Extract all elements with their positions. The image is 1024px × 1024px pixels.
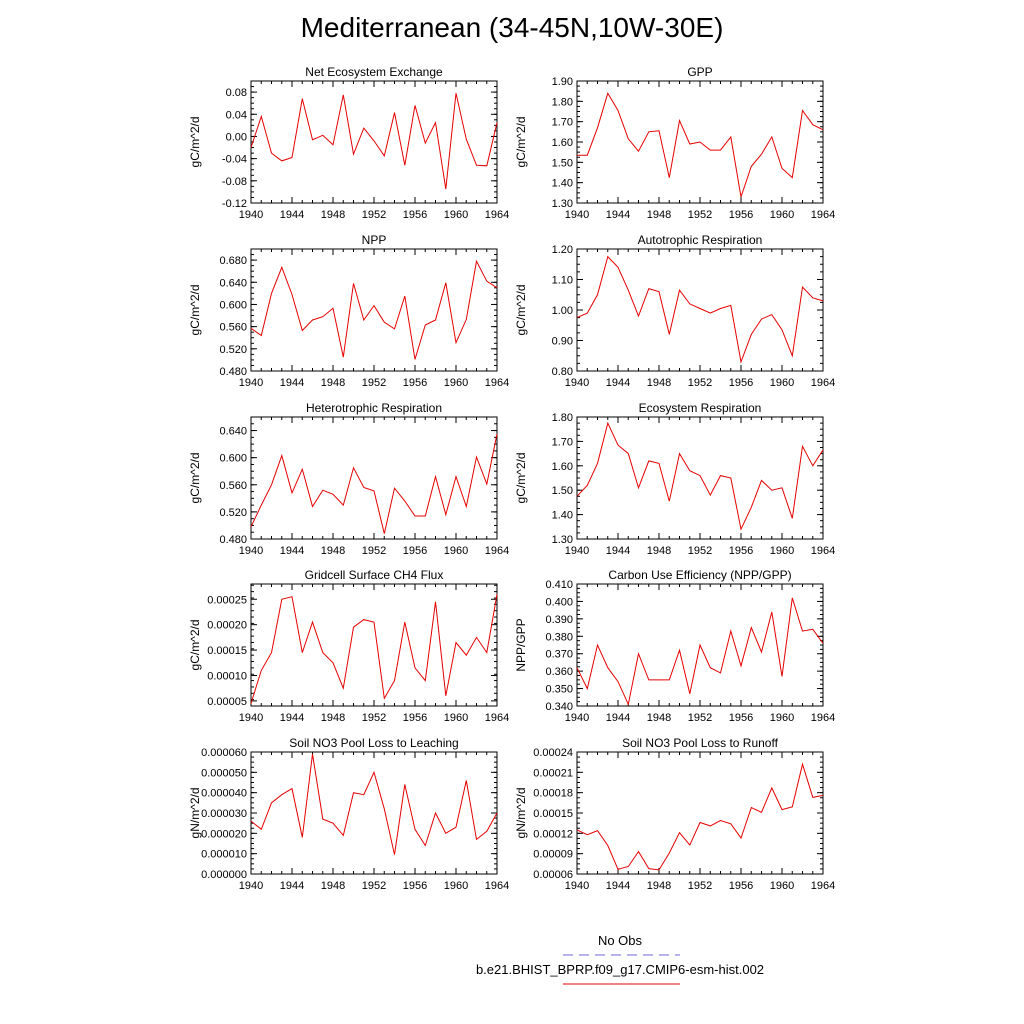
x-tick-label: 1964 [810,545,836,557]
x-tick-label: 1940 [238,377,264,389]
y-tick-label: 0.00015 [207,645,247,658]
x-tick-label: 1964 [810,712,836,724]
y-tick-label: 1.30 [551,198,573,210]
chart-panel-8 [188,736,509,892]
panel-title: Ecosystem Respiration [638,401,762,415]
plot-frame [577,249,823,371]
x-tick-label: 1964 [484,209,510,221]
x-tick-label: 1952 [361,209,387,221]
panel-title: Soil NO3 Pool Loss to Runoff [622,736,778,750]
x-tick-label: 1944 [279,880,305,892]
x-tick-label: 1952 [687,377,713,389]
y-axis-label: gC/m^2/d [188,619,202,671]
plot-frame [251,249,497,371]
y-tick-label: 0.000060 [201,747,247,759]
x-tick-label: 1956 [402,209,428,221]
y-tick-label: 0.560 [219,321,247,334]
y-tick-label: 0.680 [219,255,247,268]
y-tick-label: 0.480 [219,366,247,378]
series-line [251,434,497,534]
y-tick-label: 0.000010 [201,848,247,861]
y-tick-label: 0.04 [225,109,247,122]
y-tick-label: 0.640 [219,277,247,290]
series-line [251,261,497,359]
x-tick-label: 1952 [687,545,713,557]
x-tick-label: 1948 [320,209,346,221]
y-tick-label: 1.60 [551,460,573,473]
plot-frame [251,584,497,706]
series-line [577,764,823,870]
chart-panel-4 [188,401,509,557]
x-tick-label: 1964 [810,377,836,389]
y-tick-label: 0.520 [219,343,247,356]
chart-panel-9 [514,736,835,892]
x-tick-label: 1960 [769,545,795,557]
x-tick-label: 1940 [238,880,264,892]
x-tick-label: 1944 [279,209,305,221]
y-tick-label: 0.000030 [201,808,247,820]
series-line [577,93,823,197]
x-tick-label: 1960 [443,377,469,389]
plot-frame [251,81,497,203]
y-tick-label: 0.000020 [201,828,247,841]
chart-panel-7 [514,568,835,724]
x-tick-label: 1960 [443,712,469,724]
y-tick-label: 1.80 [551,412,573,424]
chart-panel-5 [514,401,835,557]
x-tick-label: 1944 [605,377,631,389]
y-tick-label: 0.00009 [533,848,573,861]
plot-frame [577,752,823,874]
x-tick-label: 1956 [728,712,754,724]
x-tick-label: 1952 [687,880,713,892]
y-tick-label: 1.10 [551,274,573,287]
y-tick-label: 0.410 [545,579,573,591]
x-tick-label: 1960 [769,209,795,221]
y-tick-label: 0.370 [545,648,573,661]
y-tick-label: 1.50 [551,485,573,498]
y-tick-label: 0.400 [545,596,573,609]
series-line [251,754,497,855]
y-tick-label: 1.90 [551,76,573,88]
x-tick-label: 1948 [646,209,672,221]
legend-case-label: b.e21.BHIST_BPRP.f09_g17.CMIP6-esm-hist.002 [475,962,765,977]
y-tick-label: 0.350 [545,683,573,696]
panel-title: GPP [687,65,713,79]
y-tick-label: 0.90 [551,335,573,348]
series-line [577,257,823,362]
y-tick-label: 0.00006 [533,869,573,881]
series-line [577,598,823,704]
x-tick-label: 1940 [238,545,264,557]
x-tick-label: 1960 [769,880,795,892]
x-tick-label: 1960 [443,209,469,221]
x-tick-label: 1944 [605,712,631,724]
x-tick-label: 1944 [279,712,305,724]
x-tick-label: 1948 [320,377,346,389]
x-tick-label: 1940 [564,880,590,892]
x-tick-label: 1948 [646,545,672,557]
y-tick-label: 1.00 [551,305,573,317]
y-tick-label: 0.380 [545,631,573,644]
y-tick-label: 0.00020 [207,619,247,632]
y-tick-label: 1.40 [551,509,573,522]
x-tick-label: 1944 [279,545,305,557]
y-tick-label: 1.20 [551,244,573,256]
x-tick-label: 1944 [279,377,305,389]
panel-title: Soil NO3 Pool Loss to Leaching [289,736,459,750]
x-tick-label: 1940 [238,209,264,221]
series-line [251,93,497,189]
y-tick-label: -0.04 [221,153,247,166]
y-tick-label: 0.00010 [207,670,247,683]
x-tick-label: 1940 [564,209,590,221]
y-tick-label: 1.50 [551,157,573,170]
x-tick-label: 1956 [728,545,754,557]
y-axis-label: gN/m^2/d [514,787,528,839]
x-tick-label: 1944 [605,545,631,557]
x-tick-label: 1944 [605,880,631,892]
y-tick-label: 0.00015 [533,808,573,820]
chart-panel-1 [514,65,835,221]
y-tick-label: 0.00005 [207,695,247,708]
x-tick-label: 1948 [320,880,346,892]
x-tick-label: 1940 [238,712,264,724]
x-tick-label: 1956 [402,880,428,892]
x-tick-label: 1948 [646,712,672,724]
y-tick-label: 1.80 [551,96,573,109]
y-axis-label: gC/m^2/d [188,284,202,336]
y-tick-label: 0.00018 [533,787,573,800]
chart-panel-3 [514,233,835,389]
x-tick-label: 1956 [402,712,428,724]
y-tick-label: 0.000040 [201,787,247,800]
x-tick-label: 1960 [443,545,469,557]
x-tick-label: 1948 [320,545,346,557]
x-tick-label: 1964 [484,377,510,389]
x-tick-label: 1952 [687,209,713,221]
x-tick-label: 1952 [361,880,387,892]
y-tick-label: 0.000050 [201,767,247,780]
figure-title: Mediterranean (34-45N,10W-30E) [300,12,724,43]
chart-panel-0 [188,65,509,221]
x-tick-label: 1964 [484,712,510,724]
panel-title: Carbon Use Efficiency (NPP/GPP) [608,568,792,582]
y-tick-label: 1.70 [551,116,573,129]
x-tick-label: 1952 [361,377,387,389]
x-tick-label: 1956 [728,209,754,221]
y-axis-label: gC/m^2/d [188,452,202,504]
x-tick-label: 1948 [646,880,672,892]
chart-panel-2 [188,233,509,389]
y-axis-label: gC/m^2/d [514,284,528,336]
y-tick-label: 0.390 [545,613,573,626]
x-tick-label: 1956 [402,545,428,557]
y-tick-label: -0.12 [221,198,247,210]
y-tick-label: 0.00025 [207,594,247,607]
y-tick-label: 0.340 [545,701,573,713]
y-axis-label: gC/m^2/d [514,452,528,504]
y-tick-label: 0.00 [225,131,247,144]
x-tick-label: 1964 [810,880,836,892]
y-tick-label: 0.08 [225,87,247,100]
y-tick-label: 0.560 [219,479,247,492]
plot-frame [251,752,497,874]
panel-title: Heterotrophic Respiration [305,401,443,415]
y-tick-label: 0.640 [219,425,247,438]
y-axis-label: gC/m^2/d [514,116,528,168]
panel-title: NPP [361,233,387,247]
y-tick-label: 0.80 [551,366,573,378]
y-tick-label: 0.480 [219,534,247,546]
x-tick-label: 1940 [564,712,590,724]
x-tick-label: 1964 [810,209,836,221]
x-tick-label: 1952 [361,712,387,724]
y-tick-label: -0.08 [221,175,247,188]
x-tick-label: 1960 [443,880,469,892]
legend-obs-label: No Obs [597,933,643,948]
x-tick-label: 1960 [769,377,795,389]
y-tick-label: 1.30 [551,534,573,546]
x-tick-label: 1952 [361,545,387,557]
x-tick-label: 1952 [687,712,713,724]
y-tick-label: 0.520 [219,506,247,519]
x-tick-label: 1964 [484,545,510,557]
y-tick-label: 0.600 [219,299,247,312]
panel-title: Net Ecosystem Exchange [305,65,443,79]
y-tick-label: 0.00024 [533,747,573,759]
y-tick-label: 1.60 [551,137,573,149]
panel-title: Gridcell Surface CH4 Flux [304,568,444,582]
x-tick-label: 1940 [564,377,590,389]
x-tick-label: 1940 [564,545,590,557]
y-tick-label: 0.00021 [533,767,573,780]
x-tick-label: 1948 [646,377,672,389]
x-tick-label: 1956 [728,377,754,389]
y-tick-label: 1.70 [551,436,573,449]
x-tick-label: 1956 [728,880,754,892]
y-tick-label: 0.360 [545,666,573,679]
x-tick-label: 1944 [605,209,631,221]
y-axis-label: gN/m^2/d [188,787,202,839]
chart-panel-6 [188,568,509,724]
y-tick-label: 0.00012 [533,828,573,841]
series-line [251,594,497,703]
panel-title: Autotrophic Respiration [637,233,763,247]
x-tick-label: 1948 [320,712,346,724]
x-tick-label: 1960 [769,712,795,724]
y-axis-label: NPP/GPP [514,618,528,672]
series-line [577,423,823,529]
y-tick-label: 0.600 [219,452,247,465]
y-axis-label: gC/m^2/d [188,116,202,168]
y-tick-label: 0.000000 [201,869,247,881]
y-tick-label: 1.40 [551,177,573,190]
x-tick-label: 1956 [402,377,428,389]
x-tick-label: 1964 [484,880,510,892]
